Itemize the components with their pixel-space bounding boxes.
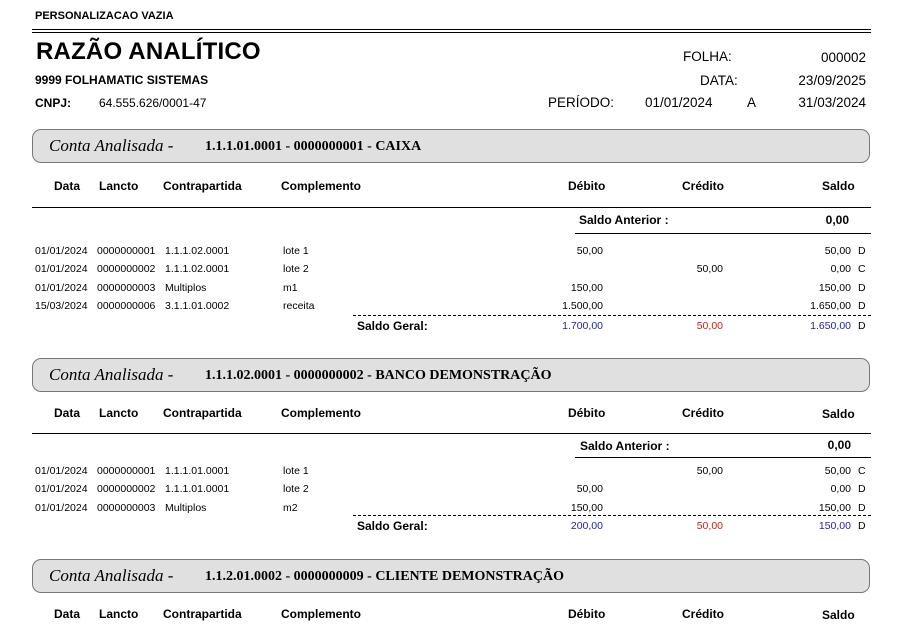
periodo-separator: A — [747, 95, 757, 110]
row-lancto: 0000000001 — [97, 245, 156, 257]
account-header — [32, 559, 870, 593]
total-rule — [353, 315, 871, 316]
row-saldo: 0,00 — [830, 483, 851, 495]
row-dc: D — [858, 300, 866, 312]
row-data: 01/01/2024 — [35, 483, 88, 495]
account-label: Conta Analisada - — [49, 136, 174, 155]
saldo-geral-label: Saldo Geral: — [357, 519, 428, 533]
row-credito: 50,00 — [696, 465, 723, 477]
row-contrapartida: 1.1.1.02.0001 — [165, 245, 230, 257]
report-personalization: PERSONALIZACAO VAZIA — [35, 10, 174, 22]
row-dc: D — [858, 502, 866, 514]
row-saldo: 50,00 — [824, 465, 851, 477]
col-lancto: Lancto — [99, 406, 139, 420]
total-debito: 200,00 — [570, 520, 603, 532]
col-data: Data — [54, 179, 81, 193]
col-saldo: Saldo — [822, 179, 855, 193]
row-complemento: m2 — [283, 502, 298, 514]
row-dc: D — [858, 483, 866, 495]
row-contrapartida: Multiplos — [165, 502, 207, 514]
total-credito: 50,00 — [696, 520, 723, 532]
folha-value: 000002 — [820, 50, 866, 65]
account-name: 1.1.2.01.0002 - 0000000009 - CLIENTE DEMONSTRAÇÃO — [205, 569, 564, 584]
column-rule — [32, 207, 871, 208]
account-header — [32, 358, 870, 392]
col-saldo: Saldo — [822, 407, 855, 421]
row-debito: 50,00 — [576, 483, 603, 495]
row-complemento: receita — [283, 300, 315, 312]
periodo-fim: 31/03/2024 — [798, 95, 866, 110]
row-dc: D — [858, 245, 866, 257]
row-complemento: lote 1 — [283, 465, 309, 477]
row-contrapartida: Multiplos — [165, 282, 207, 294]
col-data: Data — [54, 406, 81, 420]
row-data: 15/03/2024 — [35, 300, 88, 312]
col-data: Data — [54, 607, 81, 621]
row-contrapartida: 1.1.1.01.0001 — [165, 465, 230, 477]
total-dc: D — [858, 520, 866, 532]
col-credito: Crédito — [682, 406, 724, 420]
row-debito: 50,00 — [576, 245, 603, 257]
saldo-anterior-rule — [575, 457, 871, 458]
row-lancto: 0000000003 — [97, 502, 156, 514]
row-lancto: 0000000006 — [97, 300, 156, 312]
periodo-label: PERÍODO: — [548, 95, 615, 110]
company-name: 9999 FOLHAMATIC SISTEMAS — [35, 73, 209, 87]
row-lancto: 0000000002 — [97, 483, 156, 495]
cnpj-value: 64.555.626/0001-47 — [99, 96, 207, 110]
account-name: 1.1.1.02.0001 - 0000000002 - BANCO DEMONSTRAÇÃO — [205, 368, 552, 383]
total-saldo: 150,00 — [818, 520, 851, 532]
row-dc: C — [858, 465, 866, 477]
col-saldo: Saldo — [822, 608, 855, 622]
row-contrapartida: 1.1.1.01.0001 — [165, 483, 230, 495]
saldo-geral-label: Saldo Geral: — [357, 319, 428, 333]
total-credito: 50,00 — [696, 320, 723, 332]
row-data: 01/01/2024 — [35, 245, 88, 257]
header-rule — [32, 32, 871, 33]
row-complemento: lote 2 — [283, 263, 309, 275]
report-title: RAZÃO ANALÍTICO — [36, 38, 261, 65]
cnpj-label: CNPJ: — [35, 96, 72, 110]
row-saldo: 0,00 — [830, 263, 851, 275]
row-data: 01/01/2024 — [35, 263, 88, 275]
col-complemento: Complemento — [281, 406, 362, 420]
account-label: Conta Analisada - — [49, 566, 174, 585]
data-value: 23/09/2025 — [798, 73, 866, 88]
row-data: 01/01/2024 — [35, 282, 88, 294]
row-data: 01/01/2024 — [35, 502, 88, 514]
col-credito: Crédito — [682, 607, 724, 621]
row-contrapartida: 3.1.1.01.0002 — [165, 300, 230, 312]
column-rule — [32, 433, 871, 434]
col-complemento: Complemento — [281, 179, 362, 193]
row-complemento: lote 2 — [283, 483, 309, 495]
saldo-anterior-value: 0,00 — [827, 438, 851, 452]
row-saldo: 150,00 — [818, 502, 851, 514]
row-saldo: 50,00 — [824, 245, 851, 257]
total-debito: 1.700,00 — [562, 320, 603, 332]
row-saldo: 150,00 — [818, 282, 851, 294]
row-lancto: 0000000003 — [97, 282, 156, 294]
col-credito: Crédito — [682, 179, 724, 193]
data-label: DATA: — [700, 73, 738, 88]
row-data: 01/01/2024 — [35, 465, 88, 477]
col-contrapartida: Contrapartida — [163, 607, 242, 621]
row-dc: C — [858, 263, 866, 275]
row-saldo: 1.650,00 — [810, 300, 851, 312]
row-lancto: 0000000001 — [97, 465, 156, 477]
saldo-anterior-label: Saldo Anterior : — [580, 439, 670, 453]
col-lancto: Lancto — [99, 607, 139, 621]
col-debito: Débito — [568, 607, 606, 621]
total-dc: D — [858, 320, 866, 332]
account-label: Conta Analisada - — [49, 365, 174, 384]
col-lancto: Lancto — [99, 179, 139, 193]
col-debito: Débito — [568, 179, 606, 193]
saldo-anterior-rule — [575, 233, 871, 234]
row-lancto: 0000000002 — [97, 263, 156, 275]
col-debito: Débito — [568, 406, 606, 420]
saldo-anterior-value: 0,00 — [825, 213, 849, 227]
account-name: 1.1.1.01.0001 - 0000000001 - CAIXA — [205, 139, 422, 154]
row-complemento: m1 — [283, 282, 298, 294]
row-debito: 1.500,00 — [562, 300, 603, 312]
periodo-inicio: 01/01/2024 — [645, 95, 713, 110]
row-debito: 150,00 — [570, 282, 603, 294]
row-credito: 50,00 — [696, 263, 723, 275]
row-dc: D — [858, 282, 866, 294]
total-saldo: 1.650,00 — [810, 320, 851, 332]
col-complemento: Complemento — [281, 607, 362, 621]
row-debito: 150,00 — [570, 502, 603, 514]
header-rule — [32, 29, 871, 30]
total-rule — [353, 515, 871, 516]
row-complemento: lote 1 — [283, 245, 309, 257]
col-contrapartida: Contrapartida — [163, 406, 242, 420]
account-header — [32, 129, 870, 163]
row-contrapartida: 1.1.1.02.0001 — [165, 263, 230, 275]
col-contrapartida: Contrapartida — [163, 179, 242, 193]
saldo-anterior-label: Saldo Anterior : — [579, 213, 669, 227]
folha-label: FOLHA: — [683, 49, 732, 64]
